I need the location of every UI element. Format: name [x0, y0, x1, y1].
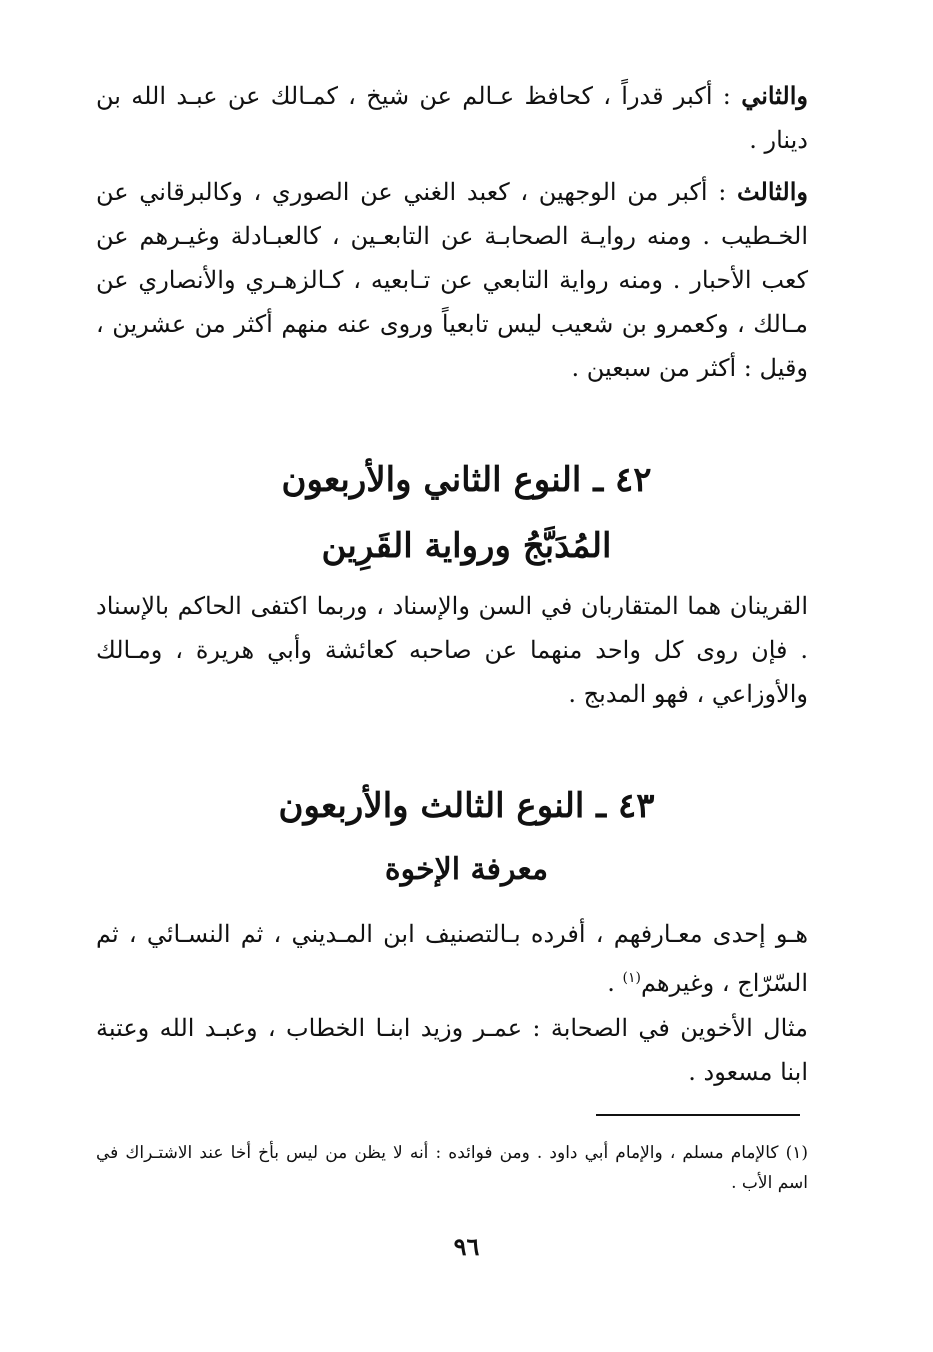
- paragraph-text: هـو إحدى معـارفهم ، أفرده بـالتصنيف ابن المـديني ، ثم النسـائي ، ثم السّرّاج ، وغيرهم: [96, 920, 808, 997]
- footnote-divider: [596, 1114, 800, 1116]
- paragraph-lead: والثاني: [741, 81, 808, 110]
- page-number: ٩٦: [453, 1232, 480, 1261]
- section-42-title: ٤٢ ـ النوع الثاني والأربعون: [281, 460, 652, 500]
- section-42-paragraph: القرينان هما المتقاربان في السن والإسناد ، وربما اكتفى الحاكم بالإسناد . فإن روى كل واحد منهما عن صاحبه كعائشة وأبي هريرة ، ومـالك والأوزاعي ، فهو المدبج .: [96, 592, 808, 708]
- section-43-subtitle: معرفة الإخوة: [384, 852, 549, 887]
- paragraph-second: [96, 74, 808, 162]
- paragraph-lead: والثالث: [736, 177, 808, 206]
- paragraph-end: .: [607, 969, 623, 997]
- footnote: (١) كالإمام مسلم ، والإمام أبي داود . ومن فوائده : أنه لا يظن من ليس بأخ أخا عند الاشتـراك في اسم الأب .: [96, 1143, 808, 1193]
- footnote-reference[interactable]: (١): [622, 970, 641, 986]
- paragraph-text: : أكبر قدراً ، كحافظ عـالم عن شيخ ، كمـالك عن عبـد الله بن دينار .: [96, 82, 808, 154]
- section-43-paragraph-1: [96, 912, 808, 1005]
- paragraph-text: : أكبر من الوجهين ، كعبد الغني عن الصوري ، وكالبرقاني عن الخـطيب . ومنه روايـة الصحابـة عن التابعـين ، كالعبـادلة وغيـرهم عن كعب الأحبار . ومنه رواية التابعي عن تـابعيه ، كـالزهـري والأنصاري عن مـالك ، وكعمرو بن شعيب ليس تابعياً وروى عنه منهم أكثر من عشرين ، وقيل : أكثر من سبعين .: [96, 178, 808, 382]
- section-43-title: ٤٣ ـ النوع الثالث والأربعون: [278, 786, 655, 826]
- paragraph-third: [96, 170, 808, 390]
- section-42-subtitle: المُدَبَّجُ ورواية القَرِين: [321, 526, 612, 566]
- section-43-paragraph-2: مثال الأخوين في الصحابة : عمـر وزيد ابنـا الخطاب ، وعبـد الله وعتبة ابنا مسعود .: [96, 1014, 808, 1086]
